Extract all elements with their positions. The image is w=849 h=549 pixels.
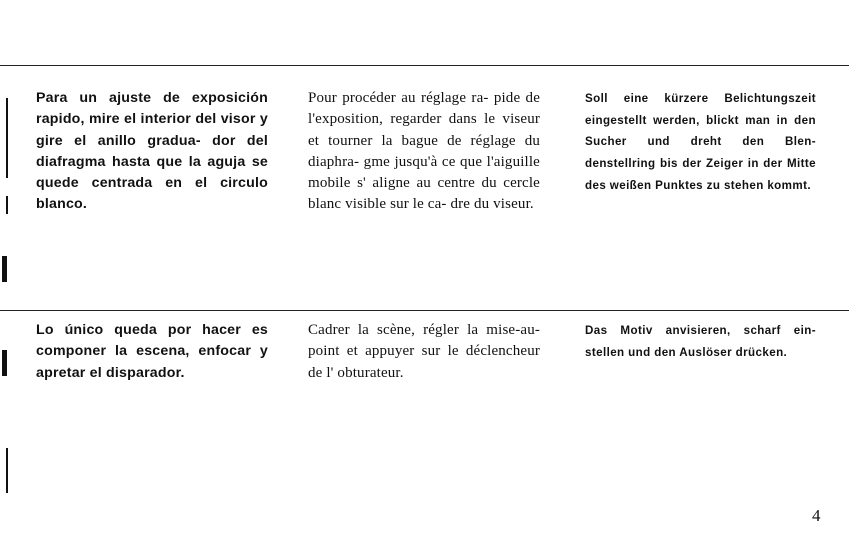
spanish-paragraph-1: Para un ajuste de exposición rapido, mire el interior del visor y gire el anillo gradua- dor del diafragma hasta que la aguja se quede centrada en el circulo blanco. bbox=[36, 90, 268, 213]
french-paragraph-2: Cadrer la scène, régler la mise-au-point et appuyer sur le déclencheur de l' obturateur. bbox=[308, 322, 540, 381]
french-paragraph-1: Pour procéder au réglage ra- pide de l'exposition, regarder dans le viseur et tourner la bague de réglage du diaphra- gme jusqu'à ce que l'aiguille mobile s' aligne au centre du cercle blanc visible sur le ca- dre du viseur. bbox=[308, 90, 540, 213]
german-paragraph-1: Soll eine kürzere Belichtungszeit eingestellt werden, blickt man in den Sucher und dreht den Blen- denstellring bis der Zeiger in der Mitte des weißen Punktes zu stehen kommt. bbox=[585, 92, 816, 192]
german-paragraph-2: Das Motiv anvisieren, scharf ein- stellen und den Auslöser drücken. bbox=[585, 324, 816, 359]
scan-mark bbox=[6, 196, 8, 214]
scan-mark bbox=[2, 256, 7, 282]
top-rule bbox=[0, 65, 849, 66]
scan-mark bbox=[2, 350, 7, 376]
page-number: 4 bbox=[812, 506, 821, 525]
spanish-paragraph-2: Lo único queda por hacer es componer la escena, enfocar y apretar el disparador. bbox=[36, 322, 268, 381]
scan-mark bbox=[6, 448, 8, 493]
scan-mark bbox=[6, 98, 8, 178]
middle-rule bbox=[0, 310, 849, 311]
